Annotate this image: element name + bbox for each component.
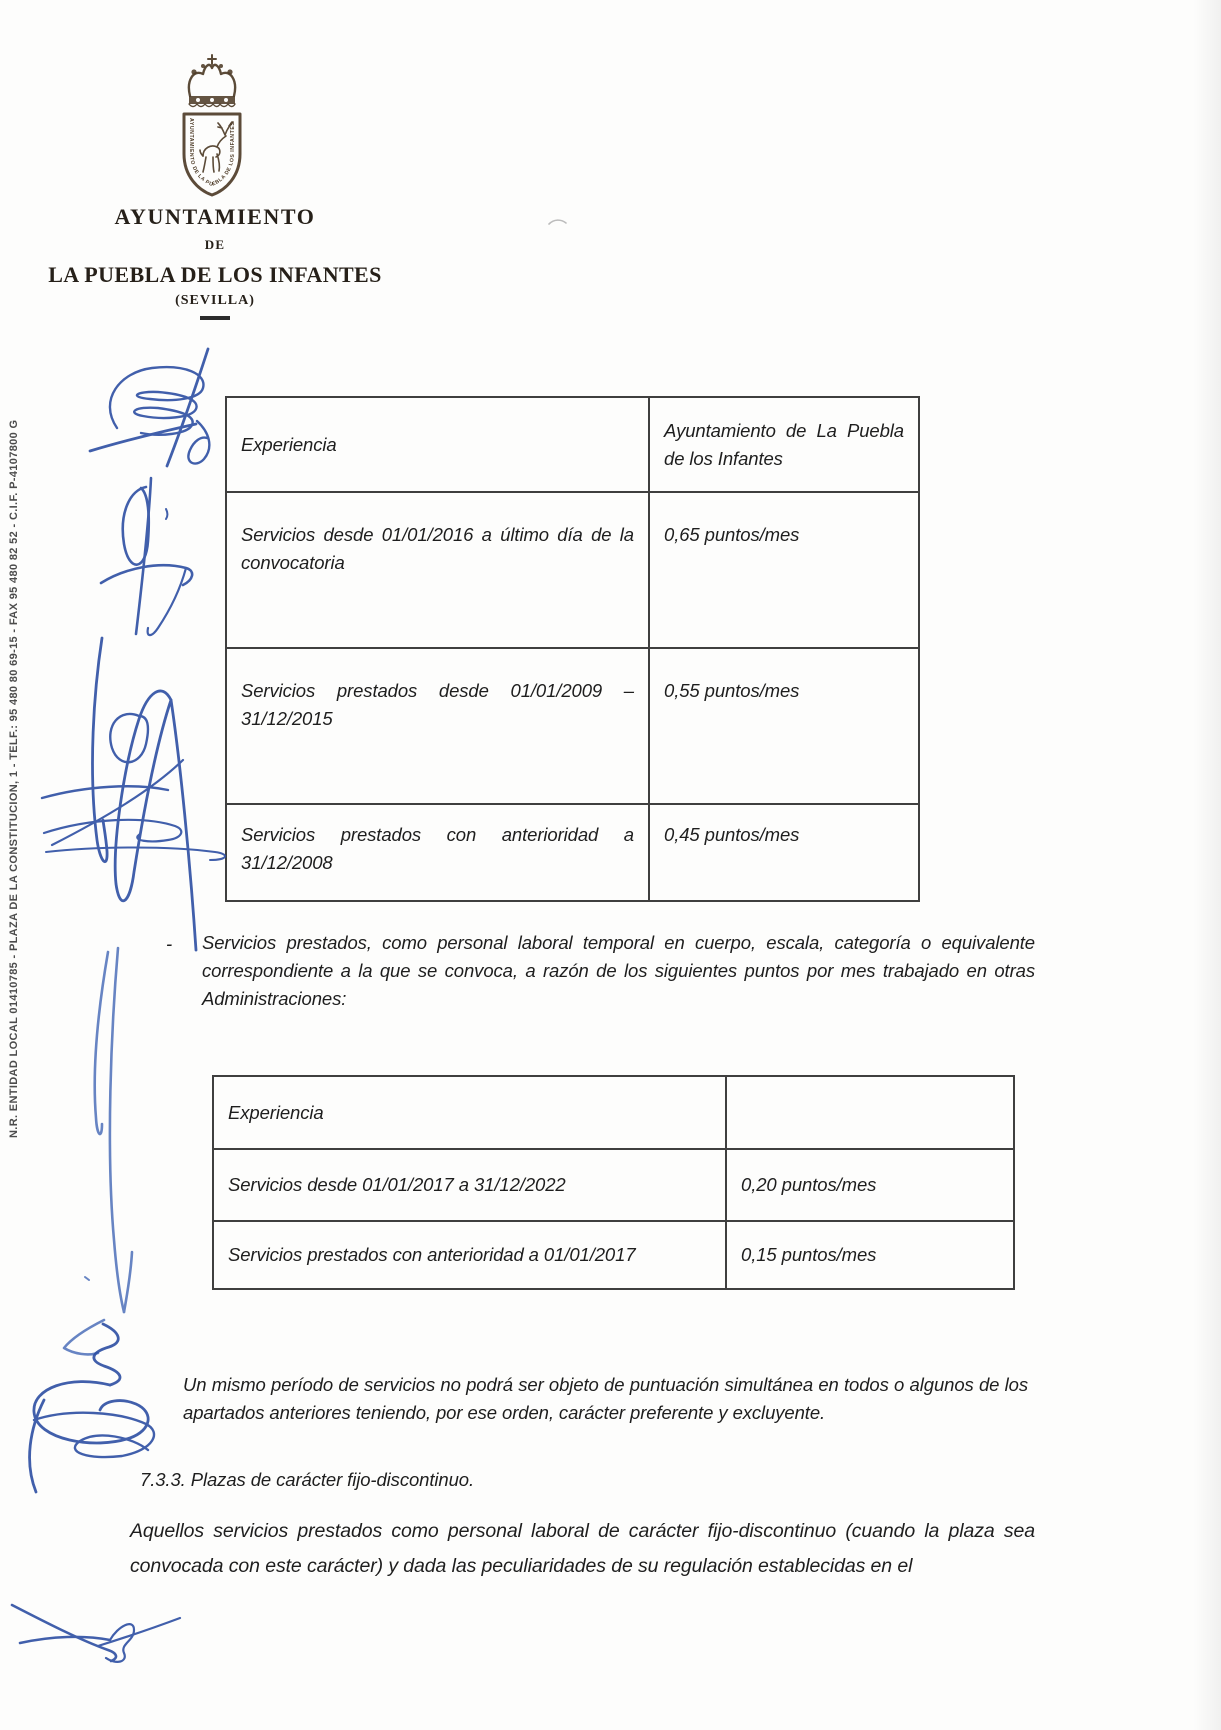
signature-stroke-vertical: [64, 948, 132, 1354]
signature-scribble-1: [90, 349, 209, 466]
bullet-paragraph: Servicios prestados, como personal laboral temporal en cuerpo, escala, categoría o equivalente correspondiente a la que se convoca, a razón de los siguientes puntos por mes trabajado en otras Administraciones:: [202, 932, 1035, 1009]
table-row: [226, 492, 919, 648]
letterhead: [40, 204, 390, 320]
paragraph-fijo-discontinuo: Aquellos servicios prestados como personal laboral de carácter fijo-discontinuo (cuando la plaza sea convocada con este carácter) y dada las peculiaridades de su regulación establecidas en el: [130, 1520, 1035, 1577]
paragraph-simultanea: Un mismo período de servicios no podrá ser objeto de puntuación simultánea en todos o algunos de los apartados anteriores teniendo, por ese orden, carácter preferente y excluyente.: [183, 1374, 1028, 1423]
table-cell: Servicios prestados con anterioridad a 31/12/2008: [226, 804, 649, 901]
table-row: [226, 648, 919, 804]
table-row: [213, 1076, 1014, 1149]
signature-scribble-2: [101, 478, 192, 635]
experience-points-table-other: [212, 1075, 1015, 1290]
table-cell: [726, 1076, 1014, 1149]
scan-smudge: [549, 220, 566, 224]
table-cell: Servicios prestados desde 01/01/2009 – 31/12/2015: [226, 648, 649, 804]
bullet-marker: -: [166, 933, 173, 954]
emblem-ring-text: AYUNTAMIENTO DE LA PUEBLA DE LOS INFANTES: [187, 118, 237, 189]
table-row: [213, 1149, 1014, 1221]
table-cell: Ayuntamiento de La Puebla de los Infantes: [649, 397, 919, 492]
table-cell: 0,65 puntos/mes: [649, 492, 919, 648]
section-heading-733: 7.3.3. Plazas de carácter fijo-discontinuo.: [140, 1469, 475, 1490]
table-cell: Servicios desde 01/01/2016 a último día de la convocatoria: [226, 492, 649, 648]
table-cell: Experiencia: [226, 397, 649, 492]
table-row: [226, 804, 919, 901]
experience-points-table-local: [225, 396, 920, 902]
registration-sidebar-text: N.R. ENTIDAD LOCAL 01410785 - PLAZA DE LA CONSTITUCION, 1 - TELF.: 95 480 80 69-15 - FAX 95 480 82 52 - C.I.F. P-4107800 G: [8, 419, 20, 1138]
table-row: [226, 397, 919, 492]
signature-scribble-5: [12, 1605, 180, 1662]
org-name-line3: LA PUEBLA DE LOS INFANTES: [48, 262, 382, 287]
deer-icon: [200, 122, 233, 172]
table-row: [213, 1221, 1014, 1289]
table-cell: Experiencia: [213, 1076, 726, 1149]
signature-scribble-3: [42, 638, 225, 950]
table-cell: 0,45 puntos/mes: [649, 804, 919, 901]
municipal-coat-of-arms: [156, 52, 268, 200]
table-cell: 0,15 puntos/mes: [726, 1221, 1014, 1289]
org-name-line1: AYUNTAMIENTO: [114, 204, 316, 229]
table-cell: 0,55 puntos/mes: [649, 648, 919, 804]
table-cell: Servicios prestados con anterioridad a 01/01/2017: [213, 1221, 726, 1289]
letterhead-rule: [200, 316, 230, 320]
org-province: (SEVILLA): [175, 293, 255, 308]
signature-scribble-4: [30, 1324, 154, 1492]
org-name-line2: DE: [204, 237, 226, 252]
table-cell: Servicios desde 01/01/2017 a 31/12/2022: [213, 1149, 726, 1221]
table-cell: 0,20 puntos/mes: [726, 1149, 1014, 1221]
